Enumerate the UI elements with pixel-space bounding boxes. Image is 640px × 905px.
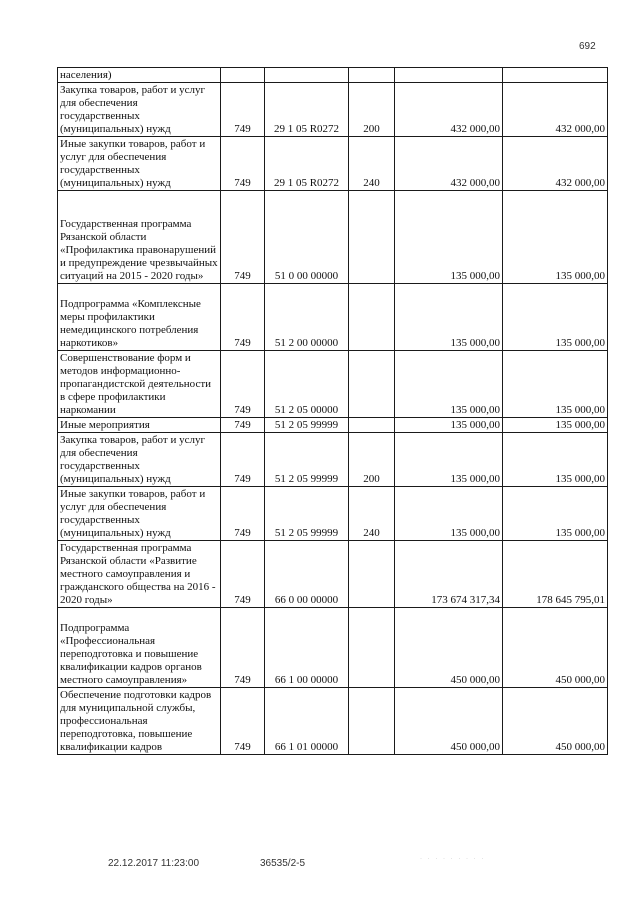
row-name-cell: Иные закупки товаров, работ и услуг для обеспечения государственных (муниципальных) нужд: [58, 487, 221, 541]
row-csr-cell: 51 2 05 99999: [265, 433, 349, 487]
row-amount-2019-cell: 178 645 795,01: [503, 541, 608, 608]
row-csr-cell: 51 2 00 00000: [265, 284, 349, 351]
row-grbs-cell: 749: [221, 191, 265, 284]
row-amount-2018-cell: 135 000,00: [395, 487, 503, 541]
table-row: [58, 284, 608, 351]
row-name-cell: Иные мероприятия: [58, 418, 221, 433]
row-grbs-cell: 749: [221, 688, 265, 755]
row-name-cell: Государственная программа Рязанской области «Развитие местного самоуправления и гражданского общества на 2016 - 2020 годы»: [58, 541, 221, 608]
table-row: [58, 541, 608, 608]
row-amount-2018-cell: 432 000,00: [395, 83, 503, 137]
footer-timestamp: 22.12.2017 11:23:00: [108, 858, 200, 869]
row-name-cell: Государственная программа Рязанской области «Профилактика правонарушений и предупреждение чрезвычайных ситуаций на 2015 - 2020 годы»: [58, 191, 221, 284]
row-amount-2018-cell: 135 000,00: [395, 351, 503, 418]
row-csr-cell: 51 2 05 99999: [265, 487, 349, 541]
table-row: [58, 608, 608, 688]
row-name-cell: Подпрограмма «Профессиональная переподготовка и повышение квалификации кадров органов местного самоуправления»: [58, 608, 221, 688]
row-grbs-cell: 749: [221, 541, 265, 608]
row-amount-2019-cell: 135 000,00: [503, 284, 608, 351]
row-amount-2018-cell: 135 000,00: [395, 191, 503, 284]
row-amount-2018-cell: 450 000,00: [395, 608, 503, 688]
row-csr-cell: 29 1 05 R0272: [265, 137, 349, 191]
row-name-cell: населения): [58, 68, 221, 83]
row-csr-cell: 66 0 00 00000: [265, 541, 349, 608]
row-amount-2019-cell: 450 000,00: [503, 688, 608, 755]
row-grbs-cell: 749: [221, 137, 265, 191]
footer-document-code: 36535/2-5: [260, 858, 306, 869]
row-csr-cell: 29 1 05 R0272: [265, 83, 349, 137]
table-row: [58, 433, 608, 487]
row-name-cell: Совершенствование форм и методов информационно-пропагандистской деятельности в сфере профилактики наркомании: [58, 351, 221, 418]
budget-table: [57, 67, 608, 755]
table-row: [58, 418, 608, 433]
table-row: [58, 68, 608, 83]
row-vr-cell: [349, 284, 395, 351]
table-row: [58, 137, 608, 191]
row-csr-cell: 66 1 01 00000: [265, 688, 349, 755]
row-vr-cell: [349, 608, 395, 688]
row-vr-cell: [349, 68, 395, 83]
row-vr-cell: [349, 351, 395, 418]
row-name-cell: Подпрограмма «Комплексные меры профилактики немедицинского потребления наркотиков»: [58, 284, 221, 351]
table-row: [58, 351, 608, 418]
row-vr-cell: 240: [349, 137, 395, 191]
row-vr-cell: 200: [349, 433, 395, 487]
row-csr-cell: 51 0 00 00000: [265, 191, 349, 284]
row-grbs-cell: 749: [221, 433, 265, 487]
row-amount-2019-cell: 135 000,00: [503, 487, 608, 541]
row-csr-cell: 51 2 05 99999: [265, 418, 349, 433]
row-vr-cell: 240: [349, 487, 395, 541]
row-csr-cell: [265, 68, 349, 83]
row-vr-cell: [349, 191, 395, 284]
row-amount-2019-cell: 450 000,00: [503, 608, 608, 688]
row-vr-cell: 200: [349, 83, 395, 137]
row-amount-2019-cell: 135 000,00: [503, 191, 608, 284]
table-row: [58, 191, 608, 284]
row-amount-2018-cell: [395, 68, 503, 83]
row-amount-2019-cell: 135 000,00: [503, 418, 608, 433]
table-row: [58, 487, 608, 541]
row-amount-2019-cell: 432 000,00: [503, 83, 608, 137]
row-name-cell: Закупка товаров, работ и услуг для обеспечения государственных (муниципальных) нужд: [58, 83, 221, 137]
row-grbs-cell: 749: [221, 418, 265, 433]
row-grbs-cell: 749: [221, 608, 265, 688]
row-amount-2019-cell: 432 000,00: [503, 137, 608, 191]
row-name-cell: Обеспечение подготовки кадров для муниципальной службы, профессиональная переподготовка, повышение квалификации кадров: [58, 688, 221, 755]
row-amount-2019-cell: 135 000,00: [503, 433, 608, 487]
row-grbs-cell: [221, 68, 265, 83]
row-grbs-cell: 749: [221, 487, 265, 541]
row-name-cell: Закупка товаров, работ и услуг для обеспечения государственных (муниципальных) нужд: [58, 433, 221, 487]
row-grbs-cell: 749: [221, 284, 265, 351]
row-amount-2019-cell: 135 000,00: [503, 351, 608, 418]
row-grbs-cell: 749: [221, 83, 265, 137]
row-amount-2018-cell: 135 000,00: [395, 284, 503, 351]
row-vr-cell: [349, 418, 395, 433]
page-number: 692: [579, 41, 596, 52]
table-row: [58, 688, 608, 755]
row-amount-2019-cell: [503, 68, 608, 83]
row-csr-cell: 51 2 05 00000: [265, 351, 349, 418]
row-csr-cell: 66 1 00 00000: [265, 608, 349, 688]
row-vr-cell: [349, 688, 395, 755]
row-amount-2018-cell: 173 674 317,34: [395, 541, 503, 608]
table-row: [58, 83, 608, 137]
row-amount-2018-cell: 135 000,00: [395, 418, 503, 433]
row-grbs-cell: 749: [221, 351, 265, 418]
row-name-cell: Иные закупки товаров, работ и услуг для обеспечения государственных (муниципальных) нужд: [58, 137, 221, 191]
row-amount-2018-cell: 135 000,00: [395, 433, 503, 487]
row-amount-2018-cell: 432 000,00: [395, 137, 503, 191]
row-vr-cell: [349, 541, 395, 608]
row-amount-2018-cell: 450 000,00: [395, 688, 503, 755]
scan-noise-mark: · · · · · · · · ·: [420, 856, 486, 862]
